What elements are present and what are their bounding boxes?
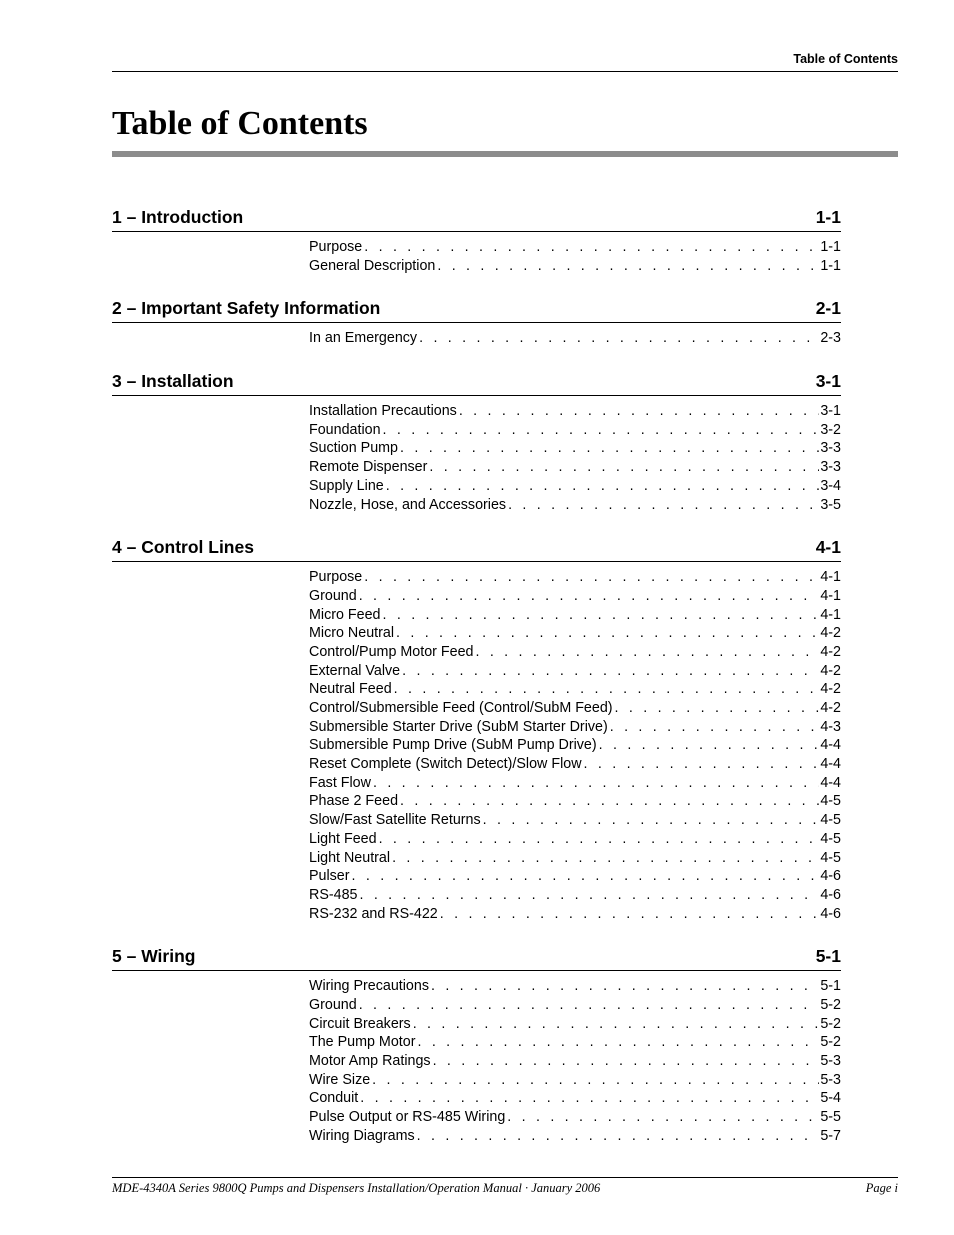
section-spacer — [112, 275, 841, 296]
entry-page-number: 4-1 — [820, 569, 841, 586]
toc-entry[interactable] — [309, 257, 841, 276]
dot-leader — [352, 867, 820, 886]
section-heading[interactable] — [112, 205, 841, 232]
entry-page-number: 4-2 — [820, 681, 841, 698]
entry-page-number: 3-4 — [820, 477, 841, 494]
dot-leader — [359, 587, 820, 606]
dot-leader — [599, 736, 820, 755]
dot-leader — [372, 1071, 819, 1090]
dot-leader — [402, 662, 819, 681]
toc-entry[interactable] — [309, 849, 841, 868]
toc-entry[interactable] — [309, 1015, 841, 1034]
section-page-number: 5-1 — [815, 946, 841, 967]
dot-leader — [383, 606, 820, 625]
title-underline-bar — [112, 151, 898, 157]
entry-label: Nozzle, Hose, and Accessories — [309, 496, 507, 513]
entry-page-number: 4-5 — [820, 849, 841, 866]
entry-label: Supply Line — [309, 477, 384, 494]
dot-leader — [413, 1015, 820, 1034]
section-page-number: 4-1 — [815, 537, 841, 558]
toc-entry[interactable] — [309, 811, 841, 830]
entry-page-number: 4-2 — [820, 700, 841, 716]
dot-leader — [360, 1089, 819, 1108]
entry-label: Purpose — [309, 239, 363, 255]
section-title: 3 – Installation — [112, 371, 234, 392]
toc-entry[interactable] — [309, 606, 841, 625]
toc-entry[interactable] — [309, 1089, 841, 1108]
toc-entry[interactable] — [309, 587, 841, 606]
toc-entry[interactable] — [309, 1071, 841, 1090]
entry-label: Suction Pump — [309, 440, 399, 457]
entry-page-number: 3-3 — [820, 440, 841, 457]
toc-entry[interactable] — [309, 568, 841, 587]
entry-page-number: 4-5 — [820, 793, 841, 810]
footer-page-number: Page i — [865, 1181, 898, 1195]
dot-leader — [417, 1127, 820, 1146]
entry-label: Micro Neutral — [309, 625, 395, 642]
dot-leader — [419, 329, 819, 348]
entry-page-number: 4-3 — [820, 718, 841, 735]
section-entries — [112, 232, 841, 275]
entry-label: RS-232 and RS-422 — [309, 905, 438, 922]
entry-label: Pulser — [309, 868, 350, 885]
toc-section — [112, 369, 841, 535]
dot-leader — [386, 477, 820, 496]
section-spacer — [112, 348, 841, 369]
entry-label: Wiring Precautions — [309, 978, 429, 995]
toc-entry[interactable] — [309, 643, 841, 662]
toc-entry[interactable] — [309, 680, 841, 699]
entry-page-number: 3-1 — [820, 403, 841, 420]
dot-leader — [379, 830, 820, 849]
entry-page-number: 3-2 — [820, 421, 841, 438]
dot-leader — [475, 643, 819, 662]
toc-entry[interactable] — [309, 421, 841, 440]
entry-label: Phase 2 Feed — [309, 793, 399, 810]
entry-label: Submersible Starter Drive (SubM Starter Drive) — [309, 718, 608, 735]
toc-entry[interactable] — [309, 1033, 841, 1052]
entry-label: Slow/Fast Satellite Returns — [309, 812, 481, 829]
toc-entry[interactable] — [309, 1127, 841, 1146]
toc-entry[interactable] — [309, 905, 841, 924]
entry-page-number: 4-4 — [820, 737, 841, 754]
toc-entry[interactable] — [309, 867, 841, 886]
toc-section — [112, 944, 841, 1145]
toc-entry[interactable] — [309, 329, 841, 348]
dot-leader — [440, 905, 820, 924]
entry-page-number: 4-1 — [820, 606, 841, 623]
toc-entry[interactable] — [309, 830, 841, 849]
entry-page-number: 5-4 — [820, 1090, 841, 1107]
entry-label: Micro Feed — [309, 606, 381, 623]
toc-section — [112, 296, 841, 369]
entry-label: Submersible Pump Drive (SubM Pump Drive) — [309, 737, 597, 754]
dot-leader — [364, 568, 819, 587]
dot-leader — [483, 811, 820, 830]
section-heading[interactable] — [112, 535, 841, 562]
entry-page-number: 5-3 — [820, 1053, 841, 1069]
toc-entry[interactable] — [309, 238, 841, 257]
dot-leader — [459, 402, 820, 421]
dot-leader — [364, 238, 819, 257]
entry-label: Neutral Feed — [309, 681, 392, 698]
toc-list — [112, 205, 841, 1145]
section-title: 4 – Control Lines — [112, 537, 254, 558]
dot-leader — [394, 680, 820, 699]
entry-page-number: 4-4 — [820, 774, 841, 791]
toc-entry[interactable] — [309, 458, 841, 477]
section-entries — [112, 971, 841, 1145]
section-heading[interactable] — [112, 296, 841, 323]
entry-page-number: 3-3 — [820, 459, 841, 476]
dot-leader — [437, 257, 819, 276]
toc-entry[interactable] — [309, 477, 841, 496]
entry-label: Circuit Breakers — [309, 1015, 411, 1032]
dot-leader — [615, 699, 820, 718]
entry-page-number: 5-7 — [820, 1127, 841, 1144]
toc-entry[interactable] — [309, 755, 841, 774]
section-entries — [112, 323, 841, 348]
running-head: Table of Contents — [793, 52, 898, 66]
entry-page-number: 5-2 — [820, 996, 841, 1013]
toc-entry[interactable] — [309, 977, 841, 996]
entry-page-number: 4-4 — [820, 756, 841, 773]
entry-label: Control/Submersible Feed (Control/SubM Feed) — [309, 700, 613, 716]
footer-rule — [112, 1177, 898, 1178]
toc-entry[interactable] — [309, 439, 841, 458]
section-heading[interactable] — [112, 944, 841, 971]
dot-leader — [508, 496, 819, 515]
toc-entry[interactable] — [309, 774, 841, 793]
entry-label: Ground — [309, 996, 357, 1013]
entry-page-number: 4-5 — [820, 812, 841, 829]
entry-page-number: 1-1 — [820, 239, 841, 255]
toc-entry[interactable] — [309, 699, 841, 718]
section-title: 2 – Important Safety Information — [112, 298, 381, 319]
toc-section — [112, 535, 841, 944]
entry-page-number: 5-5 — [820, 1109, 841, 1126]
entry-label: Fast Flow — [309, 774, 371, 791]
entry-label: Light Feed — [309, 830, 377, 847]
entry-label: The Pump Motor — [309, 1034, 416, 1051]
entry-label: In an Emergency — [309, 330, 418, 347]
dot-leader — [431, 977, 819, 996]
entry-page-number: 5-2 — [820, 1015, 841, 1032]
section-page-number: 1-1 — [815, 207, 841, 227]
entry-label: External Valve — [309, 662, 401, 679]
toc-entry[interactable] — [309, 1052, 841, 1071]
entry-label: Control/Pump Motor Feed — [309, 643, 474, 660]
entry-label: Conduit — [309, 1090, 359, 1107]
dot-leader — [433, 1052, 820, 1071]
entry-page-number: 4-2 — [820, 643, 841, 660]
entry-label: Installation Precautions — [309, 403, 457, 420]
entry-page-number: 4-2 — [820, 662, 841, 679]
toc-section — [112, 205, 841, 296]
footer-document-info: MDE-4340A Series 9800Q Pumps and Dispensers Installation/Operation Manual · January 2006 — [112, 1181, 601, 1195]
entry-label: General Description — [309, 257, 436, 274]
dot-leader — [392, 849, 819, 868]
section-page-number: 3-1 — [815, 371, 841, 392]
dot-leader — [507, 1108, 819, 1127]
toc-entry[interactable] — [309, 996, 841, 1015]
entry-page-number: 4-5 — [820, 830, 841, 847]
entry-page-number: 4-6 — [820, 886, 841, 903]
header-rule — [112, 71, 898, 72]
toc-entry[interactable] — [309, 662, 841, 681]
entry-label: Reset Complete (Switch Detect)/Slow Flow — [309, 756, 582, 773]
dot-leader — [383, 421, 820, 440]
dot-leader — [359, 886, 819, 905]
page-title: Table of Contents — [112, 105, 368, 142]
section-spacer — [112, 514, 841, 535]
dot-leader — [400, 439, 819, 458]
dot-leader — [373, 774, 819, 793]
entry-page-number: 5-2 — [820, 1034, 841, 1051]
entry-label: RS-485 — [309, 886, 358, 903]
entry-page-number: 4-6 — [820, 905, 841, 922]
entry-label: Light Neutral — [309, 849, 391, 866]
entry-label: Foundation — [309, 421, 381, 438]
entry-label: Wire Size — [309, 1071, 371, 1088]
dot-leader — [396, 624, 819, 643]
entry-page-number: 5-1 — [820, 978, 841, 995]
dot-leader — [359, 996, 820, 1015]
section-entries — [112, 562, 841, 923]
dot-leader — [417, 1033, 819, 1052]
toc-entry[interactable] — [309, 736, 841, 755]
section-title: 1 – Introduction — [112, 207, 244, 227]
section-entries — [112, 396, 841, 514]
entry-label: Ground — [309, 587, 357, 604]
section-title: 5 – Wiring — [112, 946, 196, 967]
entry-page-number: 3-5 — [820, 496, 841, 513]
entry-page-number: 1-1 — [820, 257, 841, 274]
entry-page-number: 5-3 — [820, 1071, 841, 1088]
toc-entry[interactable] — [309, 624, 841, 643]
toc-entry[interactable] — [309, 718, 841, 737]
toc-entry[interactable] — [309, 496, 841, 515]
entry-label: Remote Dispenser — [309, 459, 428, 476]
toc-entry[interactable] — [309, 886, 841, 905]
section-spacer — [112, 923, 841, 944]
toc-entry[interactable] — [309, 1108, 841, 1127]
toc-entry[interactable] — [309, 792, 841, 811]
entry-page-number: 4-1 — [820, 587, 841, 604]
entry-label: Motor Amp Ratings — [309, 1053, 431, 1069]
dot-leader — [400, 792, 819, 811]
dot-leader — [429, 458, 819, 477]
entry-label: Wiring Diagrams — [309, 1127, 415, 1144]
entry-label: Pulse Output or RS-485 Wiring — [309, 1109, 506, 1126]
entry-label: Purpose — [309, 569, 363, 586]
toc-entry[interactable] — [309, 402, 841, 421]
section-page-number: 2-1 — [815, 298, 841, 319]
dot-leader — [584, 755, 820, 774]
entry-page-number: 2-3 — [820, 330, 841, 347]
dot-leader — [610, 718, 820, 737]
entry-page-number: 4-2 — [820, 625, 841, 642]
section-heading[interactable] — [112, 369, 841, 396]
entry-page-number: 4-6 — [820, 868, 841, 885]
